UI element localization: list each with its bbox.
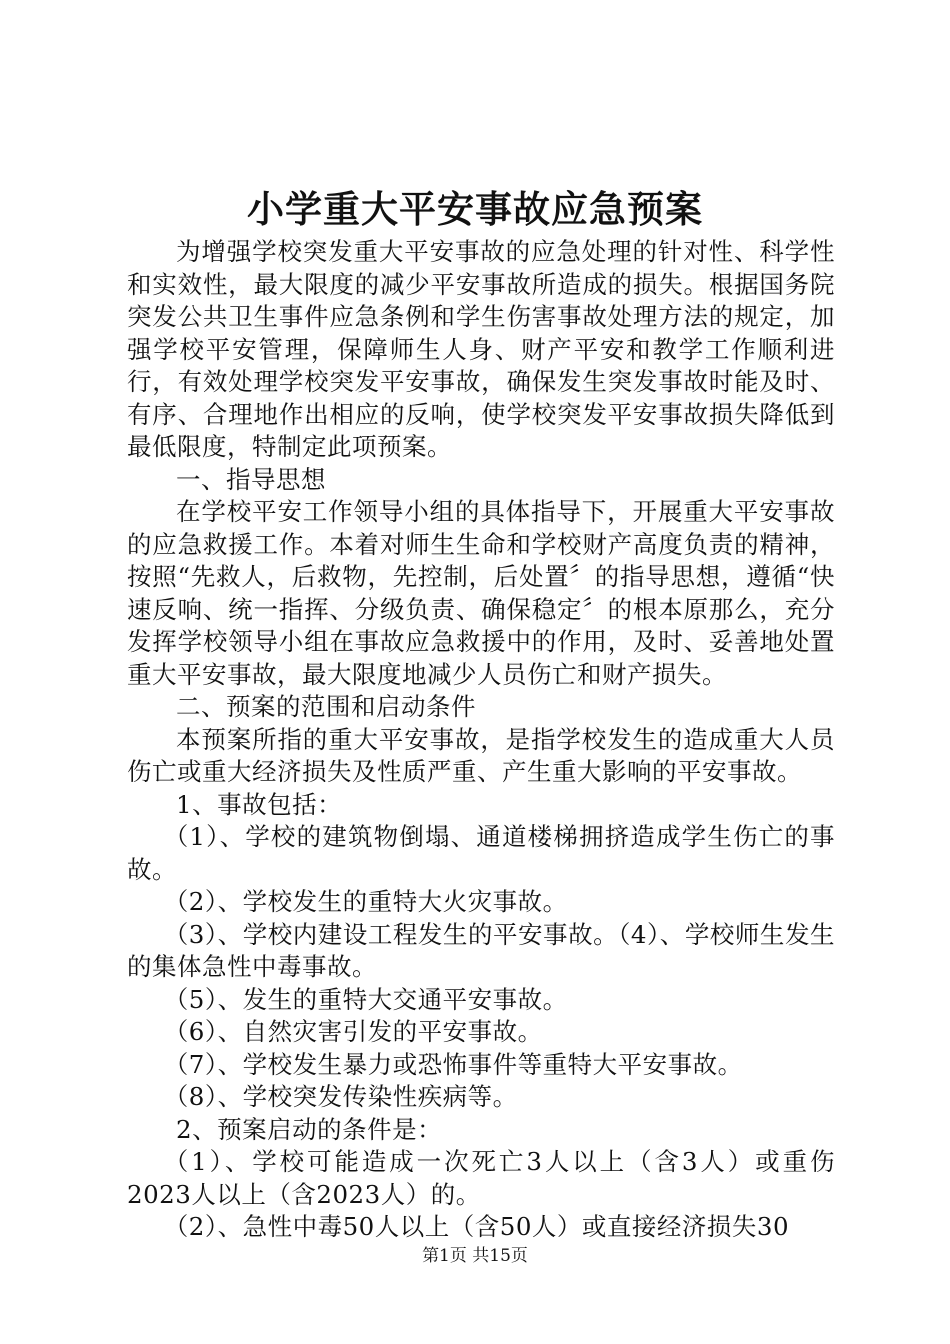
guiding-thought-paragraph: 在学校平安工作领导小组的具体指导下，开展重大平安事故的应急救援工作。本着对师生生命和学校财产高度负责的精神，按照“先救人，后救物，先控制，后处置〞的指导思想，遵循“快速反响、统一指挥、分级负责、确保稳定〞的根本原那么，充分发挥学校领导小组在事故应急救援中的作用，及时、妥善地处置重大平安事故，最大限度地减少人员伤亡和财产损失。 — [127, 497, 835, 689]
document-body — [127, 236, 835, 1244]
intro-paragraph: 为增强学校突发重大平安事故的应急处理的针对性、科学性和实效性，最大限度的减少平安事故所造成的损失。根据国务院突发公共卫生事件应急条例和学生伤害事故处理方法的规定，加强学校平安管理，保障师生人身、财产平安和教学工作顺利进行，有效处理学校突发平安事故，确保发生突发事故时能及时、有序、合理地作出相应的反响，使学校突发平安事故损失降低到最低限度，特制定此项预案。 — [127, 237, 835, 461]
section-heading-scope: 二、预案的范围和启动条件 — [176, 692, 476, 721]
list-item: （1）、学校可能造成一次死亡3人以上（含3人）或重伤2023人以上（含2023人）的。 — [127, 1147, 835, 1209]
page-number-footer: 第1页 共15页 — [422, 1246, 528, 1266]
list-item: （5）、发生的重特大交通平安事故。 — [163, 984, 568, 1014]
list-item: （1）、学校的建筑物倒塌、通道楼梯拥挤造成学生伤亡的事故。 — [127, 822, 835, 884]
list-item: （6）、自然灾害引发的平安事故。 — [163, 1017, 543, 1046]
scope-paragraph: 本预案所指的重大平安事故，是指学校发生的造成重大人员伤亡或重大经济损失及性质严重、产生重大影响的平安事故。 — [127, 724, 835, 786]
list-item: （8）、学校突发传染性疾病等。 — [163, 1082, 518, 1111]
subsection-heading-conditions: 2、预案启动的条件是： — [176, 1114, 443, 1144]
list-item: （2）、急性中毒50人以上（含50人）或直接经济损失30 — [163, 1212, 790, 1241]
list-item: （3）、学校内建设工程发生的平安事故。（4）、学校师生发生的集体急性中毒事故。 — [127, 919, 835, 981]
document-title: 小学重大平安事故应急预案 — [247, 187, 703, 231]
list-item: （7）、学校发生暴力或恐怖事件等重特大平安事故。 — [163, 1049, 743, 1079]
subsection-heading-accidents: 1、事故包括： — [176, 789, 343, 819]
list-item: （2）、学校发生的重特大火灾事故。 — [163, 887, 568, 916]
section-heading-guiding-thought: 一、指导思想 — [176, 464, 326, 494]
